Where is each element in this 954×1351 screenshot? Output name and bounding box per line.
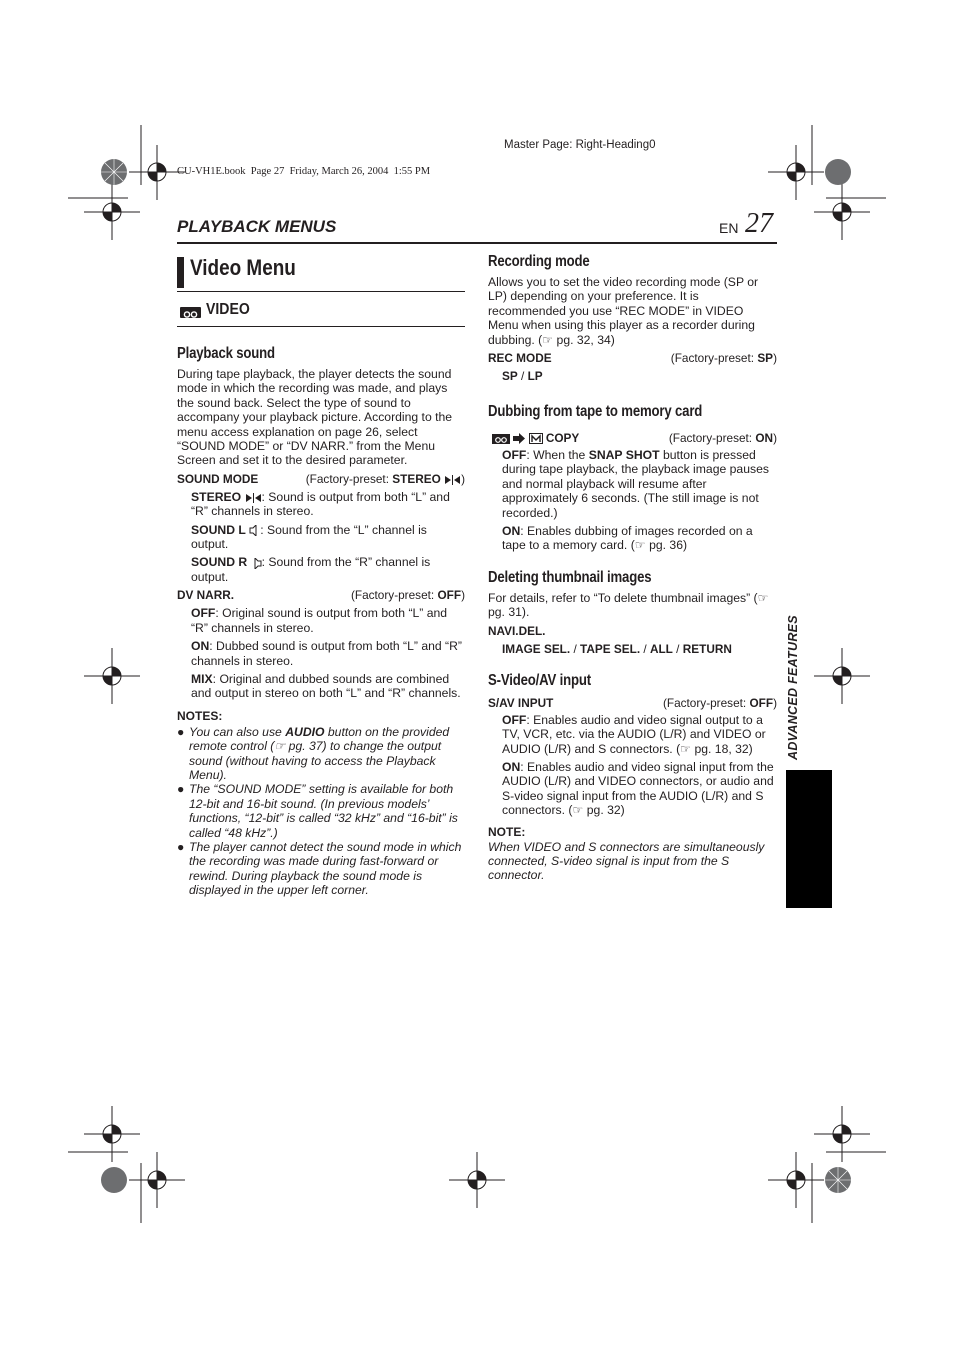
sound-mode-row (177, 472, 465, 486)
stereo-icon (245, 493, 262, 503)
stereo-icon (444, 475, 461, 485)
copy-on-option: ON: Enables dubbing of images recorded on a tape to a memory card. (☞ pg. 36) (502, 524, 753, 553)
rec-mode-options: SP / LP (502, 369, 543, 384)
dv-narr-mix-option: MIX: Original and dubbed sounds are combined and output in stereo on both “L” and “R” channels. (191, 671, 461, 701)
dv-narr-row (177, 588, 465, 602)
left-column (177, 253, 465, 898)
section-title: PLAYBACK MENUS (177, 217, 337, 236)
arrow-right-icon (513, 433, 525, 444)
notes-heading: NOTES: (177, 708, 223, 723)
svideo-preset: (Factory-preset: OFF) (662, 695, 777, 710)
navi-del-options: IMAGE SEL. / TAPE SEL. / ALL / RETURN (502, 641, 732, 656)
sound-r-option: SOUND R : Sound from the “R” channel is output. (191, 555, 431, 584)
svideo-heading: S-Video/AV input (488, 671, 591, 689)
title-bar (177, 257, 184, 288)
sound-mode-label: SOUND MODE (177, 471, 259, 486)
rec-mode-preset: (Factory-preset: SP) (670, 351, 777, 366)
sound-mode-preset: (Factory-preset: STEREO ) (305, 471, 465, 486)
reference-icon: ☞ (680, 741, 692, 756)
dubbing-heading: Dubbing from tape to memory card (488, 403, 703, 421)
svideo-row (488, 696, 777, 710)
reference-icon: ☞ (757, 590, 769, 605)
video-subtitle: VIDEO (206, 301, 250, 318)
note-text: When VIDEO and S connectors are simultaneously connected, S-video signal is input from the S connector. (488, 839, 765, 883)
page-number: 27 (745, 208, 773, 239)
video-menu-title-block (177, 253, 465, 291)
reference-icon: ☞ (542, 332, 554, 347)
side-tab (786, 615, 804, 760)
navi-del-label: NAVI.DEL. (488, 623, 546, 638)
dv-narr-off-option: OFF: Original sound is output from both “L” and “R” channels in stereo. (191, 606, 448, 635)
recording-mode-heading: Recording mode (488, 253, 590, 270)
reference-icon: ☞ (274, 739, 286, 754)
playback-sound-body: During tape playback, the player detects the sound mode in which the recording was made, and plays the sound back. Select the type of sound to accompany your playback picture. According to the menu access explanation on page 26, select “SOUND MODE” or “DV NARR.” from the Menu Screen and set it to the desired parameter. (177, 367, 453, 468)
copy-row (488, 431, 777, 445)
side-tab-label: ADVANCED FEATURES (786, 615, 800, 760)
rec-mode-row (488, 351, 777, 365)
page-title: Video Menu (190, 255, 296, 280)
speaker-right-icon (251, 558, 262, 569)
note-item: ● You can also use AUDIO button on the provided remote control (☞ pg. 37) to change the output sound (without having to access the Playback Menu). (177, 724, 450, 782)
stereo-option: STEREO : Sound is output from both “L” and “R” channels in stereo. (191, 489, 450, 519)
copy-label-group (488, 431, 579, 445)
dv-narr-preset: (Factory-preset: OFF) (350, 588, 465, 603)
tape-icon (180, 307, 201, 318)
note-item: ● The player cannot detect the sound mode in which the recording was made during fast-forward or rewind. During playback the sound mode is displayed in the upper left corner. (177, 839, 462, 898)
note-item: ● The “SOUND MODE” setting is available for both 12-bit and 16-bit sound. (In previous models’ functions, “12-bit” is called “32 kHz” and “16-bit” is called “48 kHz”.) (177, 782, 458, 840)
copy-off-option: OFF: When the SNAP SHOT button is pressed during tape playback, the playback image pauses and normal playback will resume after approximately 6 seconds. (The still image is not recorded.) (502, 448, 769, 520)
rec-mode-label: REC MODE (488, 351, 552, 366)
note-heading: NOTE: (488, 824, 526, 839)
video-subtitle-block (177, 292, 465, 326)
playback-sound-heading: Playback sound (177, 345, 275, 362)
master-page-label: Master Page: Right-Heading0 (504, 139, 656, 151)
speaker-left-icon (249, 525, 260, 536)
right-column (488, 253, 777, 883)
dv-narr-label: DV NARR. (177, 588, 235, 603)
sound-l-option: SOUND L : Sound from the “L” channel is output. (191, 522, 427, 552)
svideo-off-option: OFF: Enables audio and video signal output to a TV, VCR, etc. via the AUDIO (L/R) and VIDEO or AUDIO (L/R) and S connectors. (☞ pg. 18, 32) (502, 712, 766, 756)
deleting-heading: Deleting thumbnail images (488, 568, 652, 586)
dv-narr-on-option: ON: Dubbed sound is output from both “L” and “R” channels in stereo. (191, 639, 462, 668)
side-tab-block (786, 770, 832, 908)
reference-icon: ☞ (572, 803, 584, 818)
tape-icon (492, 434, 510, 444)
deleting-body: For details, refer to “To delete thumbnail images” (☞ pg. 31). (488, 590, 769, 620)
file-stamp: CU-VH1E.book Page 27 Friday, March 26, 2004 1:55 PM (177, 166, 431, 177)
lang-code: EN (719, 220, 739, 236)
memory-card-icon (529, 433, 543, 444)
header-rule (177, 242, 777, 244)
copy-label: COPY (545, 431, 580, 446)
reference-icon: ☞ (634, 538, 646, 553)
svideo-on-option: ON: Enables audio and video signal input from the AUDIO (L/R) and VIDEO connectors, or audio and S-video signal input from the AUDIO (L/R) and S connectors. (☞ pg. 32) (502, 759, 774, 818)
copy-preset: (Factory-preset: ON) (668, 431, 777, 446)
recording-mode-body: Allows you to set the video recording mode (SP or LP) depending on your preference. It is recommended you use “REC MODE” in VIDEO Menu when using this player as a recorder during dubbing. (☞ pg. 32, 34) (488, 275, 759, 347)
svideo-label: S/AV INPUT (488, 695, 554, 710)
